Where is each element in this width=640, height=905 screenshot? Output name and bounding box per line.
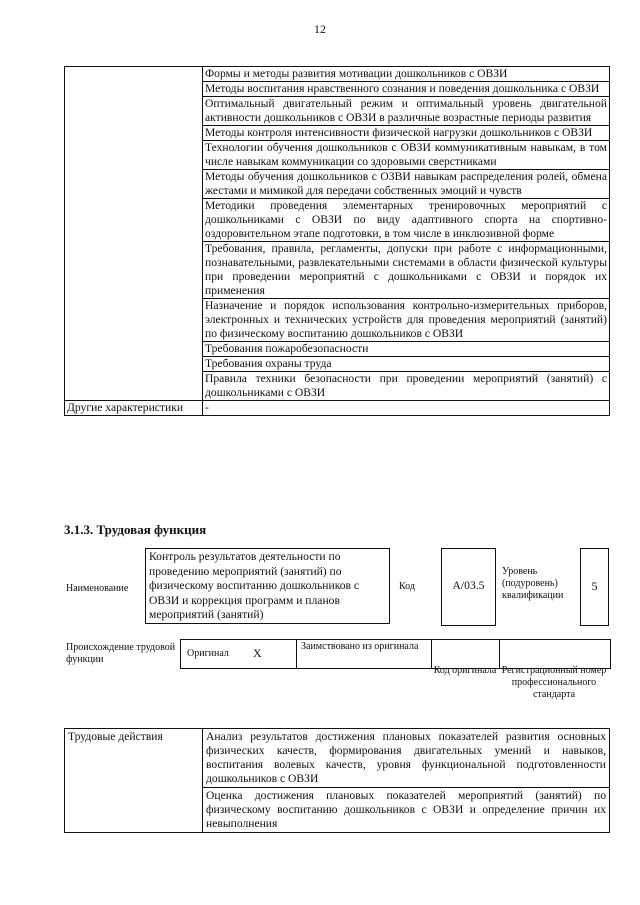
level-label: Уровень (подуровень) квалификации [502, 566, 564, 601]
name-label: Наименование [66, 583, 129, 594]
level-value: 5 [580, 548, 609, 626]
function-name-box: Контроль результатов деятельности по проведению мероприятий (занятий) по физическому воспитанию дошкольников с ОВЗИ и коррекция программ и планов мероприятий (занятий) [145, 548, 390, 624]
table-cell: Методы обучения дошкольников с ОЗВИ навыкам распределения ролей, обмена жестами и мимикой для передачи собственных эмоций и чувств [203, 170, 610, 199]
table-cell: Формы и методы развития мотивации дошкольников с ОВЗИ [203, 67, 610, 82]
table-row [65, 401, 610, 416]
section-heading: 3.1.3. Трудовая функция [64, 522, 207, 537]
table-label-cell [65, 67, 203, 401]
table-cell: Требования пожаробезопасности [203, 342, 610, 357]
table-cell: Требования, правила, регламенты, допуски при работе с информационными, познавательными, развлекательными системами в области физической культуры при проведении мероприятий с дошкольниками с ОВЗИ и порядок их применения [203, 242, 610, 299]
table-row [65, 729, 610, 788]
table-cell: Методы воспитания нравственного сознания и поведения дошкольника с ОВЗИ [203, 82, 610, 97]
other-characteristics-label: Другие характеристики [65, 401, 203, 416]
page-number: 12 [314, 22, 326, 36]
borrowed-label: Заимствовано из оригинала [301, 641, 419, 652]
other-characteristics-value: - [203, 401, 610, 416]
table-row [65, 67, 610, 82]
borrowed-cell [296, 639, 432, 669]
table-cell: Методики проведения элементарных тренировочных мероприятий с дошкольниками с ОВЗИ по виду адаптивного спорта на спортивно-оздоровительном этапе подготовки, в том числе в инклюзивной форме [203, 199, 610, 242]
origin-label: Происхождение трудовой функции [66, 642, 176, 665]
code-original-label: Код оригинала [433, 665, 497, 676]
table-cell: Требования охраны труда [203, 357, 610, 372]
table-cell: Оценка достижения плановых показателей мероприятий (занятий) по физическому воспитанию дошкольников с ОВЗИ и определение причин их невыполнения [203, 788, 610, 833]
table-cell: Оптимальный двигательный режим и оптимальный уровень двигательной активности дошкольников с ОВЗИ в различные возрастные периоды развития [203, 97, 610, 126]
table-cell: Правила техники безопасности при проведении мероприятий (занятий) с дошкольниками с ОВЗИ [203, 372, 610, 401]
reg-number-label: Регистрационный номер профессионального стандарта [501, 665, 607, 700]
knowledge-table [64, 66, 610, 416]
table-cell: Анализ результатов достижения плановых показателей развития основных физических качеств, формирования двигательных умений и навыков, воспитания волевых качеств, уровня функциональной подготовленности дошкольников с ОВЗИ [203, 729, 610, 788]
table-cell: Методы контроля интенсивности физической нагрузки дошкольников с ОВЗИ [203, 126, 610, 141]
table-cell: Технологии обучения дошкольников с ОВЗИ коммуникативным навыкам, в том числе навыкам коммуникации со здоровыми сверстниками [203, 141, 610, 170]
original-label: Оригинал [187, 648, 229, 659]
code-value: А/03.5 [441, 548, 496, 626]
labor-actions-label: Трудовые действия [65, 729, 203, 833]
labor-actions-table [64, 728, 610, 833]
original-mark: X [253, 646, 262, 660]
table-cell: Назначение и порядок использования контрольно-измерительных приборов, электронных и технических устройств для проведения мероприятий (занятий) по физическому воспитанию дошкольников с ОВЗИ [203, 299, 610, 342]
code-label: Код [399, 581, 415, 592]
original-cell [180, 639, 297, 669]
